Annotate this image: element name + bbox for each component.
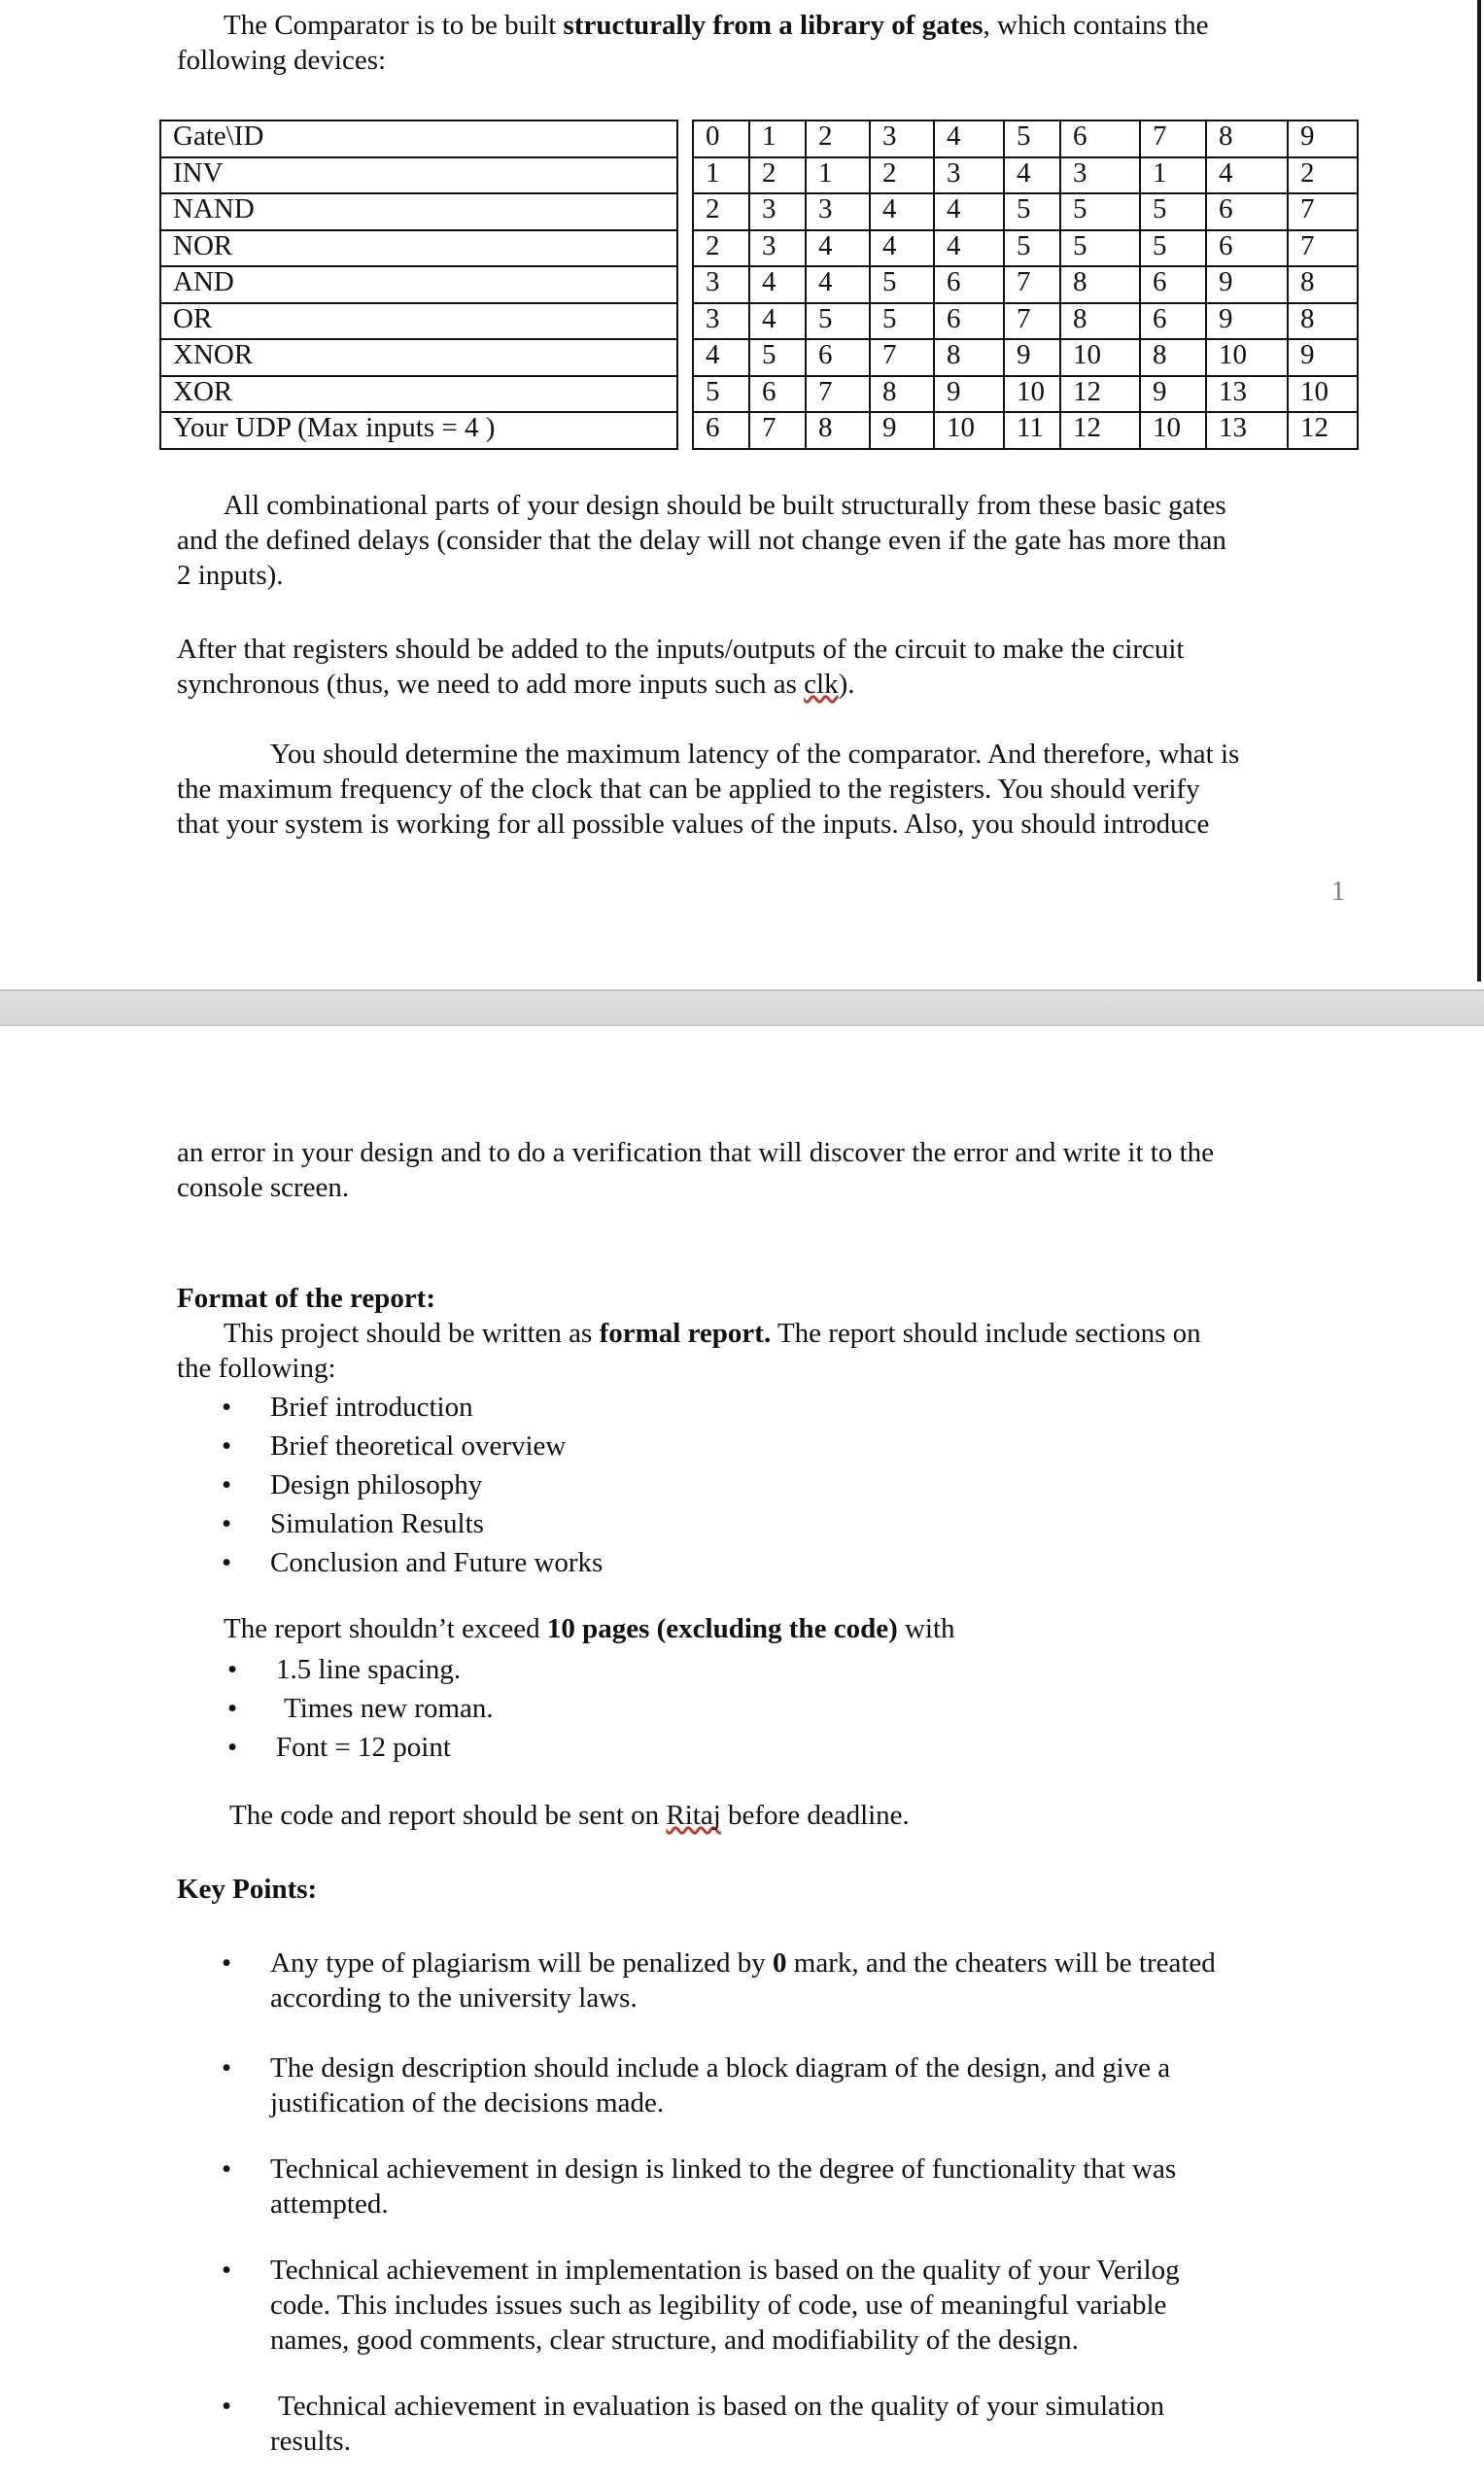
list-item: • Font = 12 point xyxy=(276,1728,494,1767)
table-row-label: NOR xyxy=(160,230,677,267)
list-item: • Technical achievement in design is linked to the degree of functionality that was attempted. xyxy=(270,2152,1368,2222)
table-cell: 4 xyxy=(749,266,806,303)
table-cell: 5 xyxy=(1004,121,1060,157)
table-cell: 5 xyxy=(693,376,749,413)
table-cell: 7 xyxy=(1288,193,1358,230)
table-cell: 2 xyxy=(749,157,806,194)
table-cell: 2 xyxy=(806,121,870,157)
registers-paragraph: After that registers should be added to the inputs/outputs of the circuit to make the circuit synchronous (thus, we need to add more inputs such as clk). xyxy=(177,634,1185,700)
report-sections-list xyxy=(270,1388,603,1582)
keypoints-list xyxy=(270,1946,1368,2459)
table-cell: 2 xyxy=(693,193,749,230)
table-cell: 8 xyxy=(1060,303,1140,340)
table-cell: 8 xyxy=(1060,266,1140,303)
table-cell: 5 xyxy=(1140,193,1206,230)
latency-paragraph: You should determine the maximum latency of the comparator. And therefore, what is the maximum frequency of the clock that can be applied to the registers. You should verify that your system is working for all possible values of the inputs. Also, you should introduce xyxy=(177,739,1240,840)
table-cell: 7 xyxy=(1140,121,1206,157)
table-cell: 8 xyxy=(1288,266,1358,303)
table-cell: 9 xyxy=(1004,339,1060,376)
table-cell: 7 xyxy=(806,376,870,413)
table-cell: 8 xyxy=(934,339,1004,376)
submission-paragraph: The code and report should be sent on Ritaj before deadline. xyxy=(229,1800,910,1831)
table-cell: 4 xyxy=(870,230,934,267)
format-section: Format of the report: This project should be written as formal report. The report should include sections on the following: xyxy=(177,1283,1201,1384)
table-cell: 1 xyxy=(806,157,870,194)
table-cell: 4 xyxy=(1206,157,1288,194)
table-cell: 3 xyxy=(934,157,1004,194)
table-cell: 4 xyxy=(749,303,806,340)
table-row xyxy=(160,230,1358,267)
table-row-label: Gate\ID xyxy=(160,121,677,157)
list-item: • Design philosophy xyxy=(270,1465,603,1504)
table-cell: 3 xyxy=(1060,157,1140,194)
table-cell: 5 xyxy=(1060,193,1140,230)
table-cell: 4 xyxy=(806,230,870,267)
table-gap xyxy=(677,376,693,413)
table-row xyxy=(160,376,1358,413)
table-cell: 10 xyxy=(1288,376,1358,413)
table-cell: 5 xyxy=(870,303,934,340)
error-paragraph: an error in your design and to do a verification that will discover the error and write it to the console screen. xyxy=(177,1137,1215,1203)
table-cell: 9 xyxy=(1140,376,1206,413)
table-row xyxy=(160,412,1358,449)
table-cell: 7 xyxy=(870,339,934,376)
table-cell: 4 xyxy=(934,230,1004,267)
table-cell: 3 xyxy=(693,266,749,303)
page-right-edge xyxy=(1477,0,1481,982)
table-cell: 7 xyxy=(749,412,806,449)
table-cell: 7 xyxy=(1004,266,1060,303)
combinational-paragraph: All combinational parts of your design should be built structurally from these basic gates and the defined delays (consider that the delay will not change even if the gate has more than 2 inputs). xyxy=(177,490,1226,591)
table-cell: 6 xyxy=(934,266,1004,303)
table-cell: 6 xyxy=(934,303,1004,340)
table-cell: 5 xyxy=(1004,230,1060,267)
table-cell: 6 xyxy=(806,339,870,376)
table-gap xyxy=(677,193,693,230)
table-cell: 12 xyxy=(1060,412,1140,449)
table-cell: 10 xyxy=(1060,339,1140,376)
table-cell: 4 xyxy=(934,121,1004,157)
list-item: • Any type of plagiarism will be penalized by 0 mark, and the cheaters will be treated according to the university laws. xyxy=(270,1946,1368,2016)
table-cell: 6 xyxy=(693,412,749,449)
list-item: • Technical achievement in evaluation is based on the quality of your simulation results. xyxy=(270,2389,1368,2459)
keypoints-heading: Key Points: xyxy=(177,1874,318,1905)
table-gap xyxy=(677,412,693,449)
table-cell: 5 xyxy=(749,339,806,376)
gate-delay-table xyxy=(159,120,1359,450)
table-gap xyxy=(677,266,693,303)
table-cell: 3 xyxy=(749,230,806,267)
table-cell: 2 xyxy=(693,230,749,267)
table-cell: 10 xyxy=(934,412,1004,449)
table-cell: 8 xyxy=(806,412,870,449)
table-cell: 7 xyxy=(1004,303,1060,340)
table-cell: 13 xyxy=(1206,376,1288,413)
table-cell: 4 xyxy=(934,193,1004,230)
table-cell: 5 xyxy=(1140,230,1206,267)
table-header-row xyxy=(160,121,1358,157)
list-item: • Brief theoretical overview xyxy=(270,1427,603,1465)
list-item: • Simulation Results xyxy=(270,1504,603,1543)
table-cell: 5 xyxy=(870,266,934,303)
table-cell: 9 xyxy=(1206,303,1288,340)
table-gap xyxy=(677,230,693,267)
table-cell: 2 xyxy=(870,157,934,194)
table-row-label: XOR xyxy=(160,376,677,413)
table-row-label: Your UDP (Max inputs = 4 ) xyxy=(160,412,677,449)
table-cell: 3 xyxy=(693,303,749,340)
table-cell: 2 xyxy=(1288,157,1358,194)
table-cell: 13 xyxy=(1206,412,1288,449)
table-row-label: AND xyxy=(160,266,677,303)
limits-paragraph: The report shouldn’t exceed 10 pages (excluding the code) with xyxy=(224,1613,955,1644)
table-row-label: OR xyxy=(160,303,677,340)
table-cell: 3 xyxy=(749,193,806,230)
table-cell: 10 xyxy=(1004,376,1060,413)
table-cell: 6 xyxy=(1140,303,1206,340)
table-cell: 0 xyxy=(693,121,749,157)
table-cell: 6 xyxy=(1060,121,1140,157)
table-cell: 1 xyxy=(749,121,806,157)
table-cell: 5 xyxy=(806,303,870,340)
table-gap xyxy=(677,121,693,157)
table-cell: 8 xyxy=(1206,121,1288,157)
table-cell: 10 xyxy=(1206,339,1288,376)
table-row xyxy=(160,193,1358,230)
list-item: • Conclusion and Future works xyxy=(270,1543,603,1582)
table-cell: 9 xyxy=(1288,339,1358,376)
intro-paragraph: The Comparator is to be built structurally from a library of gates, which contains the following devices: xyxy=(177,10,1209,76)
table-cell: 7 xyxy=(1288,230,1358,267)
table-cell: 4 xyxy=(870,193,934,230)
table-gap xyxy=(677,157,693,194)
table-cell: 6 xyxy=(1206,193,1288,230)
table-cell: 1 xyxy=(1140,157,1206,194)
table-gap xyxy=(677,339,693,376)
table-row-label: NAND xyxy=(160,193,677,230)
table-cell: 9 xyxy=(934,376,1004,413)
table-row-label: XNOR xyxy=(160,339,677,376)
table-cell: 6 xyxy=(1206,230,1288,267)
table-cell: 8 xyxy=(870,376,934,413)
table-cell: 3 xyxy=(806,193,870,230)
table-row xyxy=(160,339,1358,376)
list-item: • 1.5 line spacing. xyxy=(276,1650,494,1689)
list-item: • Brief introduction xyxy=(270,1388,603,1427)
table-row xyxy=(160,157,1358,194)
page-number: 1 xyxy=(1331,877,1345,907)
table-cell: 9 xyxy=(1288,121,1358,157)
table-row xyxy=(160,266,1358,303)
list-item: • Times new roman. xyxy=(276,1689,494,1728)
formatting-rules-list xyxy=(276,1650,494,1767)
table-cell: 12 xyxy=(1060,376,1140,413)
table-gap xyxy=(677,303,693,340)
table-row-label: INV xyxy=(160,157,677,194)
table-cell: 6 xyxy=(749,376,806,413)
table-cell: 4 xyxy=(693,339,749,376)
table-cell: 10 xyxy=(1140,412,1206,449)
table-cell: 8 xyxy=(1288,303,1358,340)
table-cell: 9 xyxy=(1206,266,1288,303)
format-heading: Format of the report: xyxy=(177,1283,435,1314)
table-cell: 1 xyxy=(693,157,749,194)
table-cell: 8 xyxy=(1140,339,1206,376)
table-cell: 3 xyxy=(870,121,934,157)
table-cell: 4 xyxy=(806,266,870,303)
list-item: • The design description should include a block diagram of the design, and give a justification of the decisions made. xyxy=(270,2050,1368,2120)
list-item: • Technical achievement in implementation is based on the quality of your Verilog code. This includes issues such as legibility of code, use of meaningful variable names, good comments, clear structure, and modifiability of the design. xyxy=(270,2253,1368,2358)
table-cell: 4 xyxy=(1004,157,1060,194)
table-cell: 12 xyxy=(1288,412,1358,449)
table-cell: 5 xyxy=(1004,193,1060,230)
page-separator xyxy=(0,989,1484,1026)
table-cell: 11 xyxy=(1004,412,1060,449)
table-cell: 9 xyxy=(870,412,934,449)
table-row xyxy=(160,303,1358,340)
table-cell: 6 xyxy=(1140,266,1206,303)
table-cell: 5 xyxy=(1060,230,1140,267)
